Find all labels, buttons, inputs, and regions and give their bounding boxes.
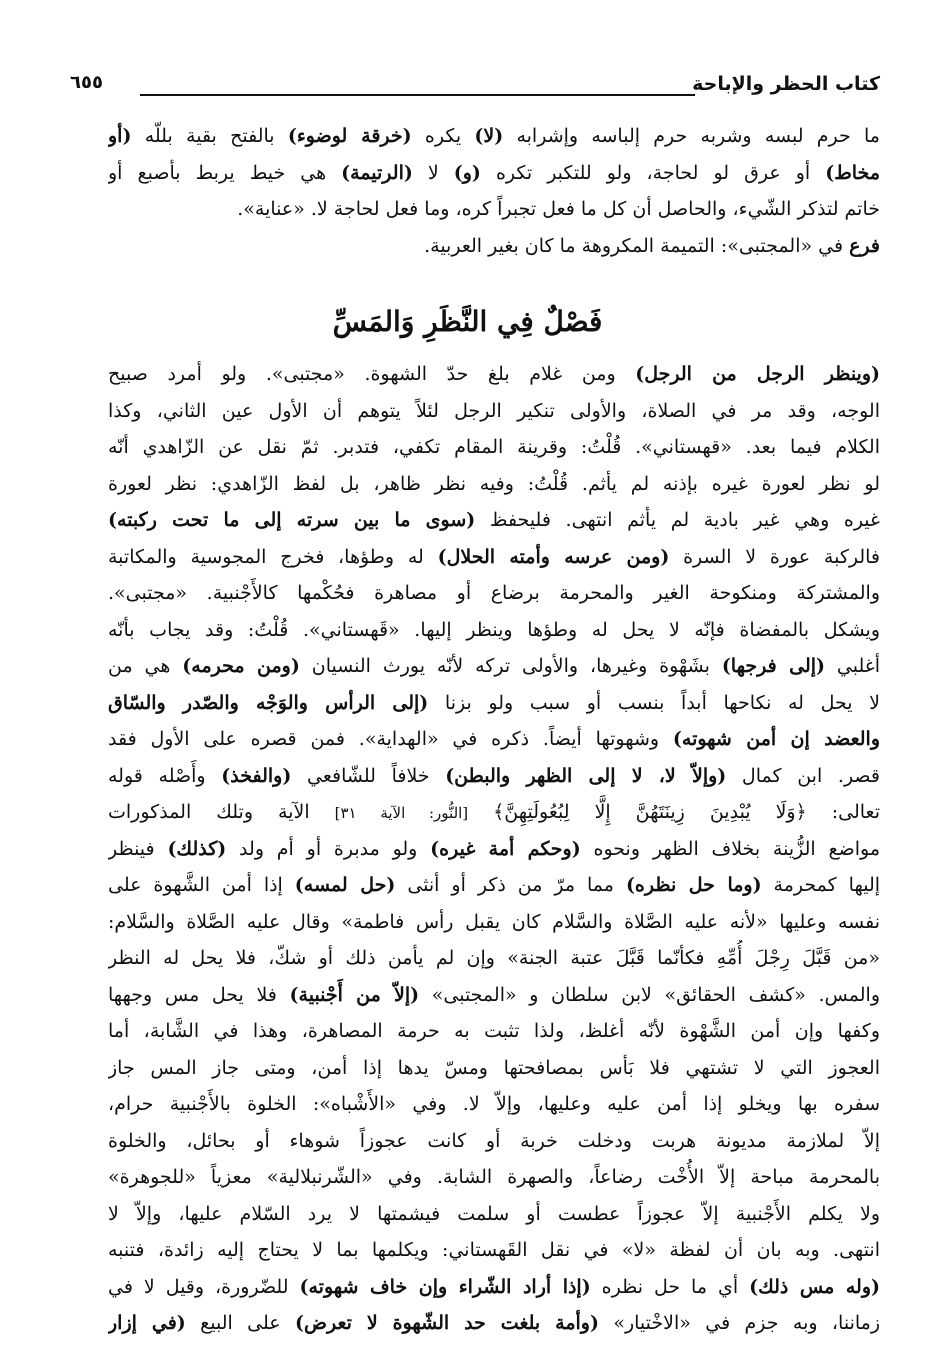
- text-line: [108, 118, 880, 155]
- matn-text: مخاط): [825, 161, 880, 184]
- matn-text: (ومن عرسه وأمته الحلال): [437, 545, 670, 568]
- commentary-text: بالفتح بقية بللّه: [131, 125, 288, 147]
- running-header: [70, 70, 880, 104]
- commentary-text: الكلام فيما بعد. «قهستاني». قُلْتُ: وقرينة المقام تكفي، فتدبر. ثمّ نقل عن الزّاهدي أنّه: [108, 436, 880, 458]
- commentary-text: هي خيط يربط بأصبع أو: [108, 161, 342, 184]
- section-heading: فَصْلٌ فِي النَّظَرِ وَالمَسِّ: [332, 305, 603, 338]
- commentary-text: وأَصْله قوله: [108, 764, 222, 787]
- text-line: [108, 1050, 880, 1087]
- commentary-text: أو عرق لو لحاجة، ولو للتكبر تكره: [480, 161, 826, 184]
- commentary-text: ما حرم لبسه وشربه حرم إلباسه وإشرابه: [503, 125, 880, 147]
- commentary-text: انتهى. وبه بان أن لفظة «لا» في نقل القَهستاني: ويكلمها بما لا يحتاج إليه زائدة، فتنبه: [108, 1239, 880, 1261]
- chapter-title: كتاب الحظر والإباحة: [692, 73, 880, 95]
- commentary-text: بشَهْوة وغيرها، والأولى تركه لأنّه يورث النسيان: [299, 655, 722, 677]
- matn-text: (وإلاّ لا، لا إلى الظهر والبطن): [445, 764, 727, 787]
- text-line: [108, 648, 880, 685]
- commentary-text: وشهوتها أيضاً. ذكره في «الهداية». فمن قصره على الأول فقد: [108, 728, 673, 750]
- commentary-text: خاتم لتذكر الشّيء، والحاصل أن كل ما فعل تجبراً كره، وما فعل لحاجة لا. «عناية».: [237, 198, 880, 220]
- commentary-text: سفره بها ويخلو إذا أمن عليه وعليها، وإلاّ لا. وفي «الأَشْباه»: الخلوة بالأَجْنبية حرام،: [108, 1093, 880, 1115]
- text-line: [108, 191, 880, 228]
- commentary-text: قصر. ابن كمال: [726, 764, 880, 787]
- matn-text: (الرتيمة): [341, 161, 413, 184]
- matn-text: (وما حل نظره): [625, 874, 762, 896]
- text-line: [108, 794, 880, 831]
- commentary-text: والمس. «كشف الحقائق» لابن سلطان و «المجتبى»: [419, 983, 880, 1006]
- text-line: [108, 429, 880, 466]
- text-line: [108, 539, 880, 576]
- text-line: [108, 831, 880, 868]
- commentary-text: مما مرّ من ذكر أو أنثى: [395, 874, 626, 896]
- commentary-text: «من قَبَّلَ رِجْلَ أُمِّهِ فكأنّما قَبَّلَ عتبة الجنة» وإن لم يأمن ذلك أو شكّ، فلا يحل له النظر: [108, 947, 880, 969]
- commentary-text: للضّرورة، وقيل لا في: [108, 1275, 300, 1298]
- section-body: [108, 356, 880, 1342]
- commentary-text: إذا أمن الشَّهوة على: [108, 874, 295, 896]
- matn-text: (و): [453, 161, 481, 184]
- matn-text: (سوى ما بين سرته إلى ما تحت ركبته): [108, 509, 476, 531]
- matn-text: (أو: [108, 125, 132, 147]
- matn-text: (كذلك): [167, 837, 227, 860]
- header-rule: [140, 94, 695, 96]
- text-line: [108, 721, 880, 758]
- text-line: [108, 977, 880, 1014]
- commentary-text: لا يحل له نكاحها أبداً بنسب أو سبب ولو بزنا: [428, 691, 880, 714]
- text-line: [108, 1159, 880, 1196]
- text-line: [108, 1232, 880, 1269]
- text-line: [108, 758, 880, 795]
- commentary-text: ويشكل بالمفضاة فإنّه لا يحل له وطؤها وينظر إليها. «قَهستاني». قُلْتُ: وقد يجاب بأنّه: [108, 618, 880, 641]
- matn-text: (ومن محرمه): [182, 655, 300, 677]
- commentary-text: خلافاً للشّافعي: [291, 764, 446, 787]
- quran-verse: تعالى: ﴿وَلَا يُبْدِينَ زِينَتَهُنَّ إِلَّا لِبُعُولَتِهِنَّ﴾: [468, 801, 880, 823]
- matn-text: (وأمة بلغت حد الشّهوة لا تعرض): [295, 1312, 599, 1334]
- text-line: [108, 466, 880, 503]
- commentary-text: نفسه وعليها «لأنه عليه الصَّلاة والسَّلام كان يقبل رأس فاطمة» وقال عليه الصَّلاة والسَّلام:: [108, 910, 880, 933]
- matn-text: (خرقة لوضوء): [287, 125, 412, 147]
- text-line: [108, 1196, 880, 1233]
- commentary-text: هي من: [108, 655, 183, 677]
- commentary-text: مواضع الزُّينة بخلاف الظهر ونحوه: [580, 837, 880, 860]
- commentary-text: الوجه، وقد مر في الصلاة، والأولى تنكير الرجل لئلاً يتوهم أن الأول عين الثاني، وكذا: [108, 399, 880, 422]
- matn-text: فرع: [849, 235, 880, 257]
- commentary-text: أغلبي: [825, 655, 880, 677]
- commentary-text: الآية وتلك المذكورات: [108, 801, 335, 823]
- text-line: [108, 393, 880, 430]
- matn-text: (إذا أراد الشّراء وإن خاف شهوته): [299, 1275, 591, 1298]
- commentary-text: والمشتركة ومنكوحة الغير والمحرمة برضاع أو مصاهرة فحُكْمها كالأَجْنبية. «مجتبى».: [108, 582, 880, 604]
- commentary-text: لو نظر لعورة غيره بإذنه لم يأثم. قُلْتُ: وفيه نظر ظاهر، بل لفظ الزّاهدي: نظر لعورة: [108, 472, 880, 495]
- verse-citation: [النُّور: الآية ٣١]: [334, 804, 469, 822]
- text-line: [108, 1305, 880, 1342]
- text-line: [108, 502, 880, 539]
- text-line: [108, 155, 880, 192]
- commentary-text: إليها كمحرمة: [761, 874, 880, 896]
- text-line: [108, 356, 880, 393]
- matn-text: والعضد إن أمن شهوته): [672, 728, 880, 750]
- text-line: [108, 940, 880, 977]
- matn-text: (والفخذ): [221, 764, 292, 787]
- matn-text: (في إزار: [108, 1312, 186, 1334]
- commentary-text: له وطؤها، فخرج المجوسية والمكاتبة: [108, 545, 438, 568]
- commentary-text: في «المجتبى»: التميمة المكروهة ما كان بغير العربية.: [424, 235, 850, 257]
- matn-text: (وينظر الرجل من الرجل): [635, 363, 880, 385]
- text-line: [108, 1086, 880, 1123]
- commentary-text: أي ما حل نظره: [590, 1275, 750, 1298]
- text-line: [108, 1269, 880, 1306]
- text-line: [108, 1123, 880, 1160]
- commentary-text: بالمحرمة مباحة إلاّ الأُخْت رضاعاً، والصهرة الشابة. وفي «الشّرنبلالية» معزياً «للجوهرة»: [108, 1166, 880, 1188]
- commentary-text: غيره وهي غير بادية لم يأثم انتهى. فليحفظ: [475, 509, 880, 531]
- text-line: [108, 575, 880, 612]
- text-line: [108, 612, 880, 649]
- commentary-text: على البيع: [185, 1312, 295, 1334]
- matn-text: (لا): [474, 125, 504, 147]
- text-line: [108, 904, 880, 941]
- commentary-text: يكره: [411, 125, 475, 147]
- matn-text: (وحكم أمة غيره): [430, 837, 581, 860]
- subsidiary-note: [260, 228, 880, 264]
- commentary-text: وكفها وإن أمن الشَّهْوة لأنّه أغلظ، ولذا تثبت به حرمة المصاهرة، وهذا في الشَّابة، أما: [108, 1020, 880, 1042]
- matn-text: (إلاّ من أَجْنبية): [289, 983, 420, 1006]
- commentary-text: لا: [412, 161, 454, 184]
- commentary-text: فينظر: [108, 837, 168, 860]
- matn-text: (إلى فرجها): [721, 655, 826, 677]
- matn-text: (إلى الرأس والوَجْه والصّدر والسّاق: [108, 691, 429, 714]
- text-line: [108, 1013, 880, 1050]
- commentary-text: ولا يكلم الأَجْنبية إلاّ عجوزاً عطست أو سلمت فيشمتها لا يرد السّلام عليها، وإلاّ لا: [108, 1202, 880, 1225]
- commentary-text: فلا يحل مس وجهها: [108, 983, 290, 1006]
- text-line: [108, 867, 880, 904]
- commentary-text: ولو مدبرة أو أم ولد: [226, 837, 431, 860]
- paragraph-continuation: [108, 118, 880, 228]
- commentary-text: إلاّ لملازمة مديونة هربت ودخلت خربة أو كانت عجوزاً شوهاء أو بحائل، والخلوة: [108, 1129, 880, 1152]
- text-line: [108, 685, 880, 722]
- matn-text: (وله مس ذلك): [749, 1275, 880, 1298]
- commentary-text: ومن غلام بلغ حدّ الشهوة. «مجتبى». ولو أمرد صبيح: [108, 363, 636, 385]
- matn-text: (حل لمسه): [294, 874, 396, 896]
- page-number: ٦٥٥: [70, 72, 103, 93]
- commentary-text: العجوز التي لا تشتهي فلا بَأس بمصافحتها ومسّ يدها إذا أمن، ومتى جاز المس جاز: [108, 1056, 880, 1079]
- commentary-text: فالركبة عورة لا السرة: [669, 545, 880, 568]
- commentary-text: زماننا، وبه جزم في «الاخْتيار»: [598, 1312, 880, 1334]
